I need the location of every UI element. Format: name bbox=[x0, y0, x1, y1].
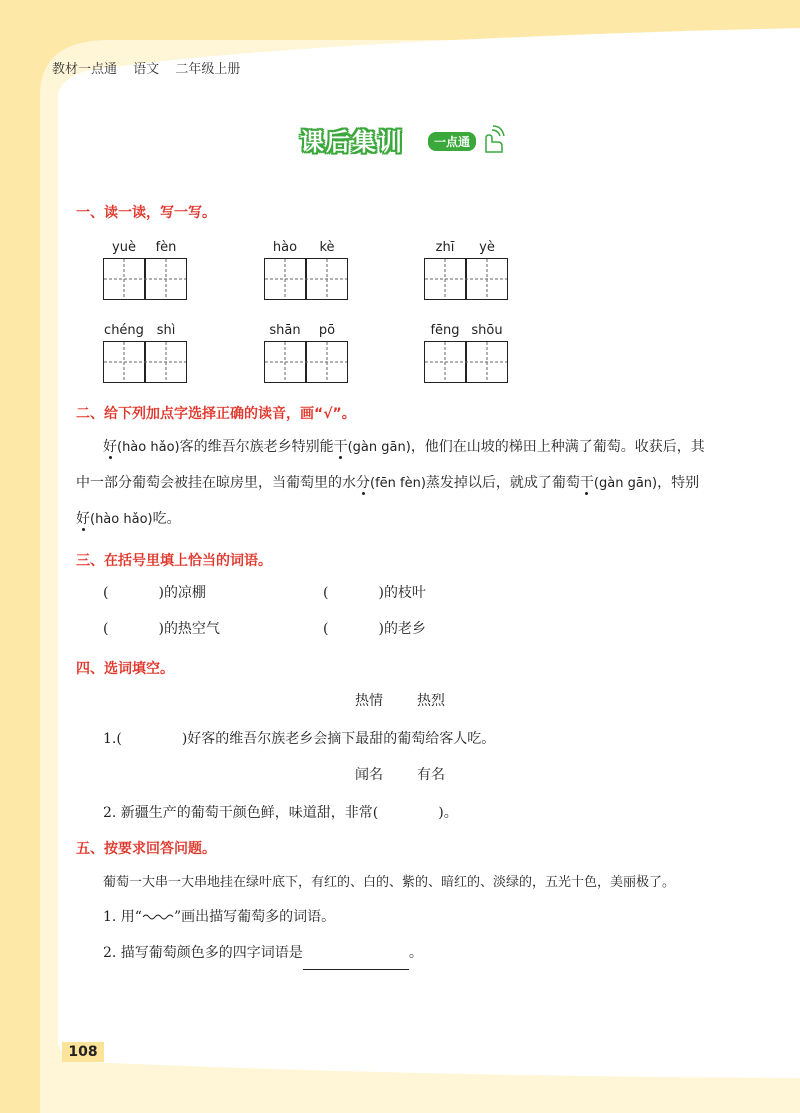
passage: 葡萄一大串一大串地挂在绿叶底下，有红的、白的、紫的、暗红的、淡绿的，五光十色，美丽极了。 bbox=[103, 875, 676, 890]
dotted-char: 好 bbox=[103, 439, 117, 455]
pinyin-choice[interactable]: (gàn gān) bbox=[347, 440, 411, 455]
fill-item[interactable]: ( )的枝叶 bbox=[323, 585, 426, 601]
dotted-char: 干 bbox=[333, 439, 348, 455]
text: 中一部分葡萄会被挂在晾房里，当葡萄里的水 bbox=[76, 475, 356, 491]
question-5-2[interactable]: 2. 描写葡萄颜色多的四字词语是 。 bbox=[103, 936, 423, 970]
grade-name: 二年级上册 bbox=[175, 62, 241, 77]
pinyin-label: yuè fèn bbox=[112, 240, 177, 255]
word-choices-2: 闻名 有名 bbox=[355, 767, 445, 783]
dotted-char: 好 bbox=[76, 511, 90, 527]
fill-item[interactable]: ( )的凉棚 bbox=[103, 585, 206, 601]
section2-line3 bbox=[76, 502, 181, 537]
writing-box[interactable] bbox=[103, 258, 187, 300]
title-main: 课后集训 bbox=[300, 128, 404, 156]
title-sub: 一点通 bbox=[428, 132, 476, 151]
text: ，他们在山坡的梯田上种满了葡萄。收获后，其 bbox=[410, 439, 705, 455]
subject-name: 语文 bbox=[133, 62, 160, 77]
pinyin-choice[interactable]: (fēn fèn) bbox=[370, 476, 426, 491]
writing-box[interactable] bbox=[424, 341, 508, 383]
wavy-underline-icon bbox=[142, 912, 174, 922]
question-4-2[interactable]: 2. 新疆生产的葡萄干颜色鲜，味道甜，非常( )。 bbox=[103, 805, 458, 821]
dotted-char: 干 bbox=[579, 475, 594, 491]
word-choices-1: 热情 热烈 bbox=[355, 693, 445, 709]
fill-item[interactable]: ( )的老乡 bbox=[323, 621, 426, 637]
section4-title: 四、选词填空。 bbox=[76, 661, 174, 677]
pinyin-label: hào kè bbox=[272, 240, 335, 255]
pinyin-label: shān pō bbox=[269, 323, 336, 338]
writing-box[interactable] bbox=[103, 341, 187, 383]
text: ，特别 bbox=[657, 475, 700, 491]
pinyin-label: chéng shì bbox=[104, 323, 176, 338]
section2-line2 bbox=[76, 466, 699, 501]
section2-title: 二、给下列加点字选择正确的读音，画“√”。 bbox=[76, 406, 356, 422]
section1-title: 一、读一读，写一写。 bbox=[76, 205, 216, 221]
fill-item[interactable]: ( )的热空气 bbox=[103, 621, 220, 637]
dotted-char: 分 bbox=[356, 475, 370, 491]
writing-box[interactable] bbox=[264, 341, 348, 383]
pinyin-choice[interactable]: (hào hǎo) bbox=[117, 440, 180, 455]
writing-box[interactable] bbox=[424, 258, 508, 300]
section5-title: 五、按要求回答问题。 bbox=[76, 841, 216, 857]
section2-line1 bbox=[103, 430, 705, 465]
pinyin-label: fēng shōu bbox=[430, 323, 503, 338]
question-5-1[interactable]: 1. 用“ ”画出描写葡萄多的词语。 bbox=[103, 909, 336, 925]
section3-title: 三、在括号里填上恰当的词语。 bbox=[76, 553, 272, 569]
question-4-1[interactable]: 1.( )好客的维吾尔族老乡会摘下最甜的葡萄给客人吃。 bbox=[103, 731, 496, 747]
pointing-hand-icon bbox=[478, 124, 506, 154]
page-header bbox=[52, 58, 252, 77]
answer-line[interactable] bbox=[303, 955, 409, 970]
pinyin-label: zhī yè bbox=[435, 240, 495, 255]
writing-box[interactable] bbox=[264, 258, 348, 300]
text: 蒸发掉以后，就成了葡萄 bbox=[425, 475, 580, 491]
pinyin-choice[interactable]: (hào hǎo) bbox=[90, 512, 153, 527]
pinyin-choice[interactable]: (gàn gān) bbox=[593, 476, 658, 491]
book-name: 教材一点通 bbox=[52, 62, 118, 77]
text: 客的维吾尔族老乡特别能 bbox=[179, 439, 334, 455]
text: 吃。 bbox=[152, 511, 181, 527]
page-number: 108 bbox=[62, 1042, 104, 1062]
